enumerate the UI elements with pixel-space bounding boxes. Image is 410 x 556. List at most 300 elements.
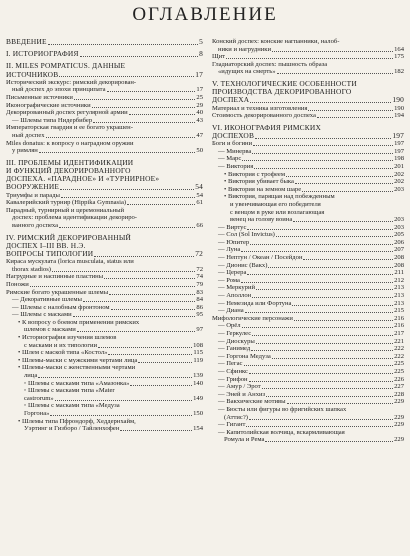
toc-entry-title: ◦ Шлемы с масками типа «Амазонка»	[24, 379, 130, 387]
dot-leader	[226, 58, 393, 59]
toc-entry-title: II. MILES POMPATICUS. ДАННЫЕ	[6, 61, 126, 71]
toc-entry	[6, 289, 203, 297]
toc-page-number: 208	[394, 261, 404, 269]
toc-page-number: 29	[196, 101, 203, 109]
toc-page-number: 66	[196, 221, 203, 229]
toc-entry	[6, 124, 203, 132]
dot-leader	[247, 274, 393, 275]
toc-column-right	[212, 38, 404, 444]
dot-leader	[256, 343, 393, 344]
toc-entry	[6, 380, 203, 388]
toc-entry	[212, 315, 404, 323]
dot-leader	[48, 44, 198, 45]
toc-entry	[212, 307, 404, 315]
dot-leader	[50, 415, 192, 416]
dot-leader	[38, 377, 192, 378]
toc-entry-title: — Бюсты или фигуры во фригийских шапках	[218, 405, 347, 413]
toc-page-number: 222	[394, 345, 404, 353]
toc-entry	[212, 429, 404, 437]
toc-page-number: 175	[394, 53, 404, 61]
toc-entry-title: ДОСПЕХ I–III ВВ. Н.Э.	[6, 240, 86, 250]
dot-leader	[39, 152, 196, 153]
dot-leader	[80, 56, 199, 57]
dot-leader	[52, 271, 195, 272]
toc-entry	[6, 387, 203, 395]
toc-entry-title: I. ИСТОРИОГРАФИЯ	[6, 49, 79, 59]
toc-heading	[212, 96, 404, 104]
toc-page-number: 194	[394, 112, 404, 120]
dot-leader	[277, 73, 394, 74]
toc-entry	[212, 322, 404, 330]
toc-entry	[6, 86, 203, 94]
toc-entry	[212, 406, 404, 414]
toc-page-number: 140	[193, 379, 203, 387]
dot-leader	[287, 403, 394, 404]
toc-entry	[212, 186, 404, 194]
dot-leader	[241, 251, 393, 252]
dot-leader	[61, 197, 195, 198]
toc-entry-title: — Минерва	[218, 147, 252, 155]
toc-entry-title: у римлян	[12, 147, 38, 155]
toc-entry-title: • Шлемы-маски с мужскими чертами лица	[18, 356, 138, 364]
toc-page-number: 47	[196, 131, 203, 139]
toc-entry	[6, 334, 203, 342]
toc-entry-title: — Церера	[218, 269, 247, 277]
toc-page-number: 216	[394, 322, 404, 330]
toc-entry	[6, 192, 203, 200]
toc-page-number: 17	[195, 69, 203, 79]
toc-entry-title: • Виктория с трофеем	[224, 170, 286, 178]
toc-page-number: 84	[196, 296, 203, 304]
toc-page-number: 217	[394, 330, 404, 338]
dot-leader	[73, 316, 196, 317]
toc-entry-title: • Шлемы-маски с женственными чертами	[18, 364, 136, 372]
toc-entry-title: Мифологические персонажи	[212, 314, 293, 322]
toc-entry-title: — Немезида или Фортуна	[218, 299, 292, 307]
toc-page-number: 215	[394, 307, 404, 315]
toc-entry-title: ◦ Шлемы с масками типа «Mater	[24, 387, 115, 395]
toc-entry-title: — Горгона Медуза	[218, 352, 271, 360]
toc-entry	[212, 345, 404, 353]
dot-leader	[256, 289, 393, 290]
toc-entry-title: ванного доспеха	[12, 221, 59, 229]
toc-entry-title: — Виртус	[218, 223, 247, 231]
toc-entry	[212, 436, 404, 444]
toc-heading	[212, 132, 404, 140]
toc-entry-title: Стоимость декорированного доспеха	[212, 112, 316, 120]
toc-page-number: 74	[196, 273, 203, 281]
dot-leader	[266, 396, 393, 397]
toc-entry	[6, 273, 203, 281]
toc-entry	[6, 372, 203, 380]
dot-leader	[272, 51, 393, 52]
dot-leader	[241, 282, 393, 283]
toc-entry-title: — Капитолийская волчица, вскармливающая	[218, 428, 345, 436]
toc-entry-title: — Шлемы типа Нидербибер	[12, 116, 93, 124]
toc-page-number: 225	[394, 360, 404, 368]
toc-page-number: 17	[196, 86, 203, 94]
dot-leader	[254, 168, 393, 169]
dot-leader	[46, 137, 196, 138]
dot-leader	[98, 347, 192, 348]
toc-page-number: 72	[195, 248, 203, 258]
page-title: ОГЛАВЛЕНИЕ	[132, 4, 278, 25]
dot-leader	[130, 385, 192, 386]
toc-entry-title: Материал и техника изготовления	[212, 104, 308, 112]
toc-entry-title: с масками и их типологии	[24, 341, 98, 349]
dot-leader	[265, 441, 393, 442]
toc-entry	[6, 281, 203, 289]
toc-entry	[6, 132, 203, 140]
toc-entry	[212, 239, 404, 247]
dot-leader	[138, 362, 192, 363]
dot-leader	[272, 358, 393, 359]
toc-entry-title: и увенчивающая его победителя	[230, 200, 321, 208]
dot-leader	[302, 191, 393, 192]
toc-entry	[212, 216, 404, 224]
toc-entry	[6, 79, 203, 87]
toc-entry-title: венец на голову воина	[230, 216, 293, 224]
dot-leader	[59, 227, 195, 228]
toc-entry	[6, 395, 203, 403]
toc-entry	[6, 102, 203, 110]
toc-page-number: 206	[394, 238, 404, 246]
toc-entry	[6, 258, 203, 266]
toc-page-number: 25	[196, 94, 203, 101]
toc-page-number: 226	[394, 375, 404, 383]
toc-entry	[6, 357, 203, 365]
dot-leader	[252, 335, 393, 336]
dot-leader	[92, 107, 196, 108]
toc-entry	[6, 117, 203, 125]
toc-entry	[6, 222, 203, 230]
toc-page-number: 216	[394, 314, 404, 322]
toc-page-number: 43	[196, 116, 203, 124]
toc-page-number: 83	[196, 288, 203, 296]
dot-leader	[30, 286, 196, 287]
toc-entry-title: — Аполлон	[218, 292, 252, 300]
dot-leader	[111, 309, 196, 310]
toc-page-number: 207	[394, 246, 404, 254]
toc-entry	[212, 277, 404, 285]
toc-entry-title: ДОСПЕХА	[212, 95, 250, 105]
toc-entry-title: thorax stadios)	[12, 265, 52, 273]
toc-page-number: 213	[394, 284, 404, 292]
dot-leader	[109, 294, 195, 295]
toc-entry	[6, 207, 203, 215]
toc-entry	[6, 410, 203, 418]
dot-leader	[249, 419, 393, 420]
dot-leader	[127, 204, 195, 205]
toc-entry-title: доспех: проблема идентификации декориро-	[12, 214, 137, 222]
dot-leader	[250, 244, 393, 245]
toc-page-number: 54	[196, 191, 203, 199]
toc-page-number: 119	[193, 356, 203, 364]
toc-column-left	[6, 38, 203, 433]
toc-entry	[212, 38, 404, 46]
toc-entry-title: Письменные источники	[6, 94, 73, 101]
toc-page-number: 190	[392, 95, 404, 105]
toc-entry	[212, 61, 404, 69]
toc-entry-title: — Сол (Sol Invictus)	[218, 231, 275, 239]
toc-entry	[212, 284, 404, 292]
toc-entry-title: — Эней и Анхиз	[218, 390, 266, 398]
toc-page-number: 139	[193, 372, 203, 380]
toc-entry-title: Miles donatus: к вопросу о наградном оружии	[6, 139, 134, 147]
toc-entry-title: — Амур / Эрот	[218, 383, 261, 391]
toc-entry-title: — Декоративные шлемы	[12, 296, 82, 304]
toc-entry-title: И ФУНКЦИЙ ДЕКОРИРОВАННОГО	[6, 165, 131, 175]
toc-entry-title: IV. РИМСКИЙ ДЕКОРИРОВАННЫЙ	[6, 232, 132, 242]
dot-leader	[276, 236, 393, 237]
toc-entry	[212, 360, 404, 368]
toc-entry-title: • Виктория убивает быка	[224, 178, 294, 186]
toc-entry-title: Уэртинг и Гизборо / Тайленхофен	[24, 425, 120, 433]
toc-entry-title: Ромула и Рема	[224, 436, 265, 444]
toc-entry-title: Кираса мускулата (lorica musculata, status или	[6, 258, 134, 266]
toc-entry	[212, 224, 404, 232]
toc-entry	[212, 246, 404, 254]
toc-entry-title: — Ганимед	[218, 345, 251, 353]
toc-heading	[6, 50, 203, 58]
toc-entry-title: — Пегас	[218, 360, 243, 368]
toc-entry-title: Гладиаторский доспех: пышность образа	[212, 60, 328, 68]
dot-leader	[120, 430, 192, 431]
toc-heading	[6, 250, 203, 258]
toc-entry	[212, 262, 404, 270]
dot-leader	[252, 153, 393, 154]
toc-entry	[212, 68, 404, 76]
dot-leader	[244, 365, 394, 366]
toc-entry-title: — Орёл	[218, 322, 241, 330]
toc-page-number: 221	[394, 337, 404, 345]
toc-entry	[6, 140, 203, 148]
toc-entry-title: Щит	[212, 53, 226, 61]
toc-entry	[6, 319, 203, 327]
toc-entry-title: — Грифон	[218, 375, 248, 383]
dot-leader	[74, 99, 196, 100]
toc-entry	[212, 148, 404, 156]
toc-entry-title: — Шлемы с налобным фронтоном	[12, 303, 110, 311]
toc-entry	[6, 266, 203, 274]
toc-entry	[212, 105, 404, 113]
dot-leader	[83, 301, 195, 302]
dot-leader	[245, 312, 393, 313]
toc-page-number: 197	[394, 147, 404, 155]
toc-page-number: 225	[394, 367, 404, 375]
toc-entry	[6, 214, 203, 222]
toc-page-number: 40	[196, 109, 203, 117]
toc-entry	[6, 402, 203, 410]
toc-entry-title: — Вакхические мотивы	[218, 398, 286, 406]
toc-page-number: 229	[394, 421, 404, 429]
toc-page-number: 203	[394, 223, 404, 231]
toc-entry	[212, 368, 404, 376]
toc-entry-title: — Луна	[218, 246, 241, 254]
toc-entry-title: Нагрудные и наспинные пластины	[6, 273, 104, 281]
toc-page-number: 182	[394, 68, 404, 76]
toc-heading	[6, 38, 203, 46]
toc-entry	[6, 109, 203, 117]
toc-page-number: 212	[394, 276, 404, 284]
toc-entry	[6, 342, 203, 350]
toc-page-number: 229	[394, 413, 404, 421]
dot-leader	[77, 331, 196, 332]
toc-entry	[6, 296, 203, 304]
dot-leader	[255, 138, 391, 139]
toc-entry-title: ◦ Шлемы с масками типа «Медуза	[24, 402, 120, 410]
dot-leader	[292, 305, 393, 306]
toc-page-number: 198	[394, 155, 404, 163]
dot-leader	[286, 176, 393, 177]
toc-page-number: 54	[195, 182, 203, 192]
toc-entry-title: ДОСПЕХА. «ПАРАДНОЕ» И «ТУРНИРНОЕ»	[6, 174, 160, 184]
toc-page-number: 190	[394, 104, 404, 112]
toc-entry-title: — Диана	[218, 307, 244, 315]
toc-entry-title: Римские богато украшенные шлемы	[6, 288, 109, 296]
toc-entry-title: — Нептун / Океан / Посейдон	[218, 254, 303, 262]
toc-entry	[212, 383, 404, 391]
dot-leader	[107, 91, 196, 92]
toc-page-number: 222	[394, 352, 404, 360]
dot-leader	[247, 229, 393, 230]
dot-leader	[246, 426, 393, 427]
toc-entry-title: Триумфы и парады	[6, 191, 60, 199]
toc-entry-title: Декорированный доспех регулярной армии	[6, 109, 128, 117]
dot-leader	[242, 160, 393, 161]
toc-page-number: 164	[394, 45, 404, 53]
toc-entry-title: — Юпитер	[218, 238, 250, 246]
toc-page-number: 79	[196, 280, 203, 288]
toc-page-number: 202	[394, 178, 404, 186]
toc-entry-title: Иконографические источники	[6, 101, 91, 109]
toc-page-number: 61	[196, 199, 203, 207]
toc-entry-title: Поножи	[6, 280, 29, 288]
dot-leader	[253, 145, 393, 146]
toc-entry	[212, 231, 404, 239]
dot-leader	[59, 76, 194, 77]
toc-page-number: 197	[394, 140, 404, 148]
toc-entry	[212, 269, 404, 277]
toc-page-number: 202	[394, 170, 404, 178]
toc-entry	[6, 304, 203, 312]
toc-page-number: 229	[394, 398, 404, 406]
toc-entry-title: ВООРУЖЕНИЕ	[6, 182, 60, 192]
dot-leader	[108, 354, 192, 355]
toc-page-number: 5	[199, 37, 203, 46]
toc-entry-title: — Дионис (Вакх)	[218, 261, 268, 269]
toc-entry-title: ВВЕДЕНИЕ	[6, 37, 47, 46]
toc-page-number: 108	[193, 341, 203, 349]
dot-leader	[251, 350, 393, 351]
toc-entry-title: • Шлем с маской типа «Костол»	[18, 349, 108, 357]
toc-entry-title: ВОПРОСЫ ТИПОЛОГИИ	[6, 248, 94, 258]
toc-entry-title: Конский доспех: конские нагпанники, налоб-	[212, 38, 340, 45]
dot-leader	[249, 381, 394, 382]
dot-leader	[268, 267, 393, 268]
toc-entry	[212, 178, 404, 186]
toc-entry-title: с венцом в руке или возлагающая	[230, 208, 325, 216]
toc-page-number: 72	[196, 265, 203, 273]
toc-entry	[212, 353, 404, 361]
toc-entry-title: ный доспех	[12, 131, 45, 139]
dot-leader	[60, 189, 194, 190]
dot-leader	[249, 373, 393, 374]
toc-entry-title: Исторический экскурс: римский декорирован-	[6, 78, 137, 86]
toc-page-number: 213	[394, 299, 404, 307]
dot-leader	[104, 278, 195, 279]
toc-entry	[212, 391, 404, 399]
toc-entry-title: — Рома	[218, 276, 240, 284]
toc-heading	[6, 71, 203, 79]
toc-entry-title: Императорская гвардия и ее богато украшен-	[6, 124, 133, 132]
toc-entry-title: • Историография изучения шлемов	[18, 334, 117, 342]
toc-heading	[6, 183, 203, 191]
toc-entry	[212, 209, 404, 217]
toc-entry-title: • Виктория, парящая над побежденным	[224, 193, 335, 201]
toc-entry-title: — Геркулес	[218, 330, 252, 338]
toc-entry	[6, 326, 203, 334]
toc-entry	[212, 254, 404, 262]
toc-page-number: 149	[193, 394, 203, 402]
toc-page-number: 203	[394, 216, 404, 224]
toc-entry	[212, 376, 404, 384]
toc-entry	[212, 330, 404, 338]
dot-leader	[250, 102, 391, 103]
toc-entry	[212, 193, 404, 201]
toc-entry-title: — Марс	[218, 155, 242, 163]
dot-leader	[94, 256, 194, 257]
dot-leader	[294, 320, 393, 321]
toc-page-number: 213	[394, 292, 404, 300]
toc-page-number: 205	[394, 231, 404, 239]
dot-leader	[129, 114, 196, 115]
toc-entry	[212, 338, 404, 346]
toc-entry-title: (Аттис?)	[224, 413, 248, 421]
toc-entry-title: ДОСПЕХОВ	[212, 130, 255, 140]
toc-page-number: 8	[199, 49, 203, 59]
toc-entry	[6, 418, 203, 426]
dot-leader	[55, 400, 192, 401]
toc-page-number: 201	[394, 162, 404, 170]
toc-entry	[6, 311, 203, 319]
toc-entry	[212, 46, 404, 54]
toc-entry	[6, 147, 203, 155]
toc-entry	[212, 155, 404, 163]
toc-entry-title: Парадный, турнирный и церемониальный	[6, 206, 125, 214]
toc-entry-title: • Виктория на земном шаре	[224, 185, 302, 193]
toc-entry	[6, 94, 203, 102]
toc-page-number: 154	[193, 425, 203, 433]
toc-entry-title: — Виктория	[218, 162, 254, 170]
dot-leader	[295, 183, 393, 184]
toc-page-number: 150	[193, 410, 203, 418]
dot-leader	[262, 388, 393, 389]
dot-leader	[308, 110, 393, 111]
toc-entry-title: — Диоскуры	[218, 337, 255, 345]
toc-entry-title: Кавалерийский турнир (Hippika Gymnasia)	[6, 199, 127, 207]
toc-page-number: 115	[193, 349, 203, 357]
toc-entry	[212, 112, 404, 120]
toc-entry-title: — Гигант	[218, 421, 246, 429]
toc-page-number: 97	[196, 326, 203, 334]
toc-entry-title: • Шлемы типа Пфрондорф, Хеддернхайм,	[18, 417, 136, 425]
toc-entry	[6, 364, 203, 372]
toc-page-number: 50	[196, 147, 203, 155]
toc-entry	[212, 421, 404, 429]
toc-entry-title: — Меркурий	[218, 284, 256, 292]
toc-entry	[212, 171, 404, 179]
